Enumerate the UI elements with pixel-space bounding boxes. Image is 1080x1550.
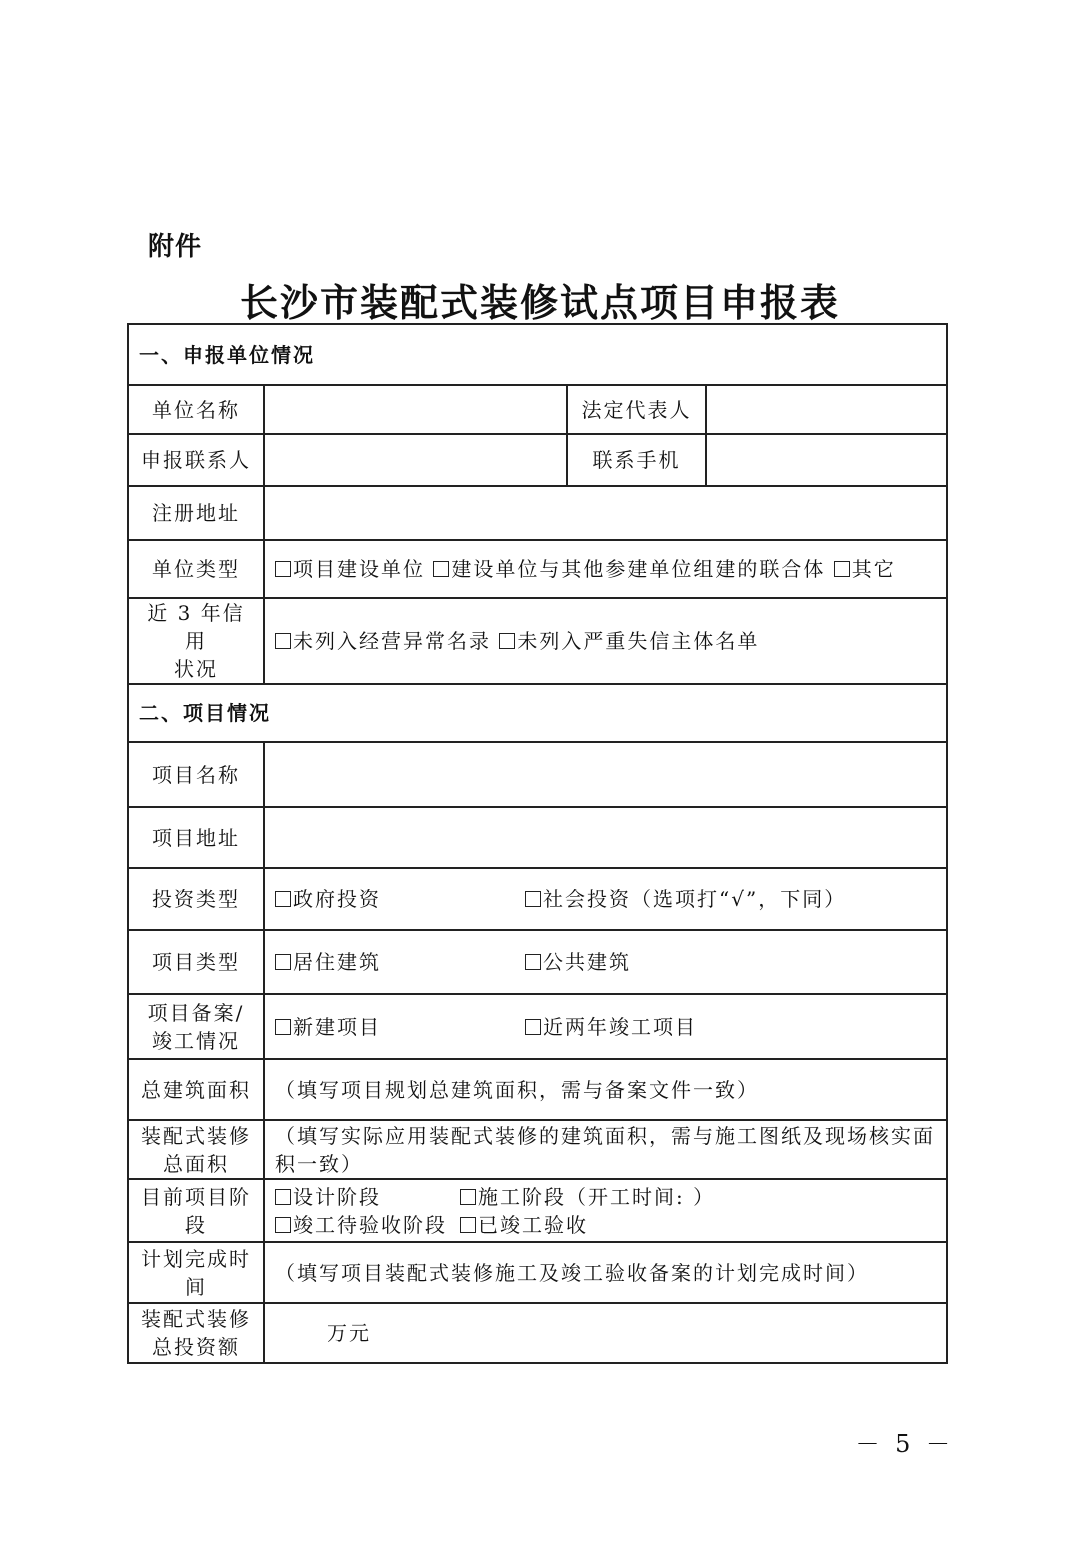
filing-label-line2: 竣工情况 xyxy=(152,1028,240,1053)
unit-type-option[interactable] xyxy=(433,555,825,583)
unit-type-row xyxy=(128,540,947,598)
project-type-options xyxy=(264,930,947,994)
plan-time-label-line1: 计划完成时 xyxy=(141,1246,251,1271)
project-name-row xyxy=(128,742,947,807)
checkbox-icon[interactable] xyxy=(834,561,850,577)
stage-option[interactable] xyxy=(275,1211,460,1239)
project-type-row xyxy=(128,930,947,994)
unit-name-field[interactable] xyxy=(264,385,567,434)
section-2-heading: 二、项目情况 xyxy=(128,684,947,742)
attachment-label: 附件 xyxy=(148,232,203,262)
checkbox-icon[interactable] xyxy=(275,891,291,907)
filing-label xyxy=(128,994,264,1059)
stage-options xyxy=(264,1179,947,1242)
stage-label-line1: 目前项目阶 xyxy=(141,1184,251,1209)
prefab-area-row xyxy=(128,1120,947,1179)
filing-option[interactable] xyxy=(275,1013,525,1041)
option-text: 未列入严重失信主体名单 xyxy=(517,629,760,653)
investment-total-label-line1: 装配式装修 xyxy=(141,1307,251,1331)
filing-label-line1: 项目备案/ xyxy=(147,1000,245,1025)
checkbox-icon[interactable] xyxy=(275,561,291,577)
reg-address-field[interactable] xyxy=(264,486,947,540)
filing-option[interactable] xyxy=(525,1013,697,1041)
option-text: 其它 xyxy=(851,557,896,581)
option-text: 竣工待验收阶段 xyxy=(293,1212,447,1237)
option-text: 社会投资（选项打“√”，下同） xyxy=(543,887,847,911)
option-text: 施工阶段（开工时间: ） xyxy=(478,1184,716,1209)
option-text: 项目建设单位 xyxy=(293,557,425,581)
option-text: 未列入经营异常名录 xyxy=(293,629,491,653)
section-1-row xyxy=(128,324,947,385)
investment-total-label-line2: 总投资额 xyxy=(152,1335,240,1359)
prefab-area-label xyxy=(128,1120,264,1179)
investment-total-unit: 万元 xyxy=(327,1321,371,1345)
checkbox-icon[interactable] xyxy=(433,561,449,577)
checkbox-icon[interactable] xyxy=(275,633,291,649)
stage-option[interactable] xyxy=(460,1211,588,1239)
plan-time-field[interactable]: （填写项目装配式装修施工及竣工验收备案的计划完成时间） xyxy=(264,1242,947,1303)
checkbox-icon[interactable] xyxy=(460,1217,476,1233)
plan-time-label xyxy=(128,1242,264,1303)
option-text: 近两年竣工项目 xyxy=(543,1014,697,1039)
plan-time-label-line2: 间 xyxy=(185,1274,207,1299)
credit-label-line2: 状况 xyxy=(174,657,218,681)
checkbox-icon[interactable] xyxy=(460,1189,476,1205)
project-address-label: 项目地址 xyxy=(128,807,264,868)
checkbox-icon[interactable] xyxy=(275,1189,291,1205)
credit-label-line1: 近 3 年信用 xyxy=(147,601,245,653)
plan-time-row xyxy=(128,1242,947,1303)
stage-option[interactable] xyxy=(275,1183,460,1211)
unit-name-label: 单位名称 xyxy=(128,385,264,434)
credit-option[interactable] xyxy=(499,627,759,655)
project-name-field[interactable] xyxy=(264,742,947,807)
unit-type-option[interactable] xyxy=(834,555,896,583)
contact-person-label: 申报联系人 xyxy=(128,434,264,486)
prefab-area-label-line2: 总面积 xyxy=(163,1151,229,1176)
unit-type-options xyxy=(264,540,947,598)
project-address-field[interactable] xyxy=(264,807,947,868)
checkbox-icon[interactable] xyxy=(275,954,291,970)
credit-options xyxy=(264,598,947,684)
investment-type-options xyxy=(264,868,947,930)
investment-total-row xyxy=(128,1303,947,1363)
reg-address-label: 注册地址 xyxy=(128,486,264,540)
stage-option[interactable] xyxy=(460,1183,715,1211)
investment-type-label: 投资类型 xyxy=(128,868,264,930)
project-type-label: 项目类型 xyxy=(128,930,264,994)
checkbox-icon[interactable] xyxy=(275,1019,291,1035)
option-text: 建设单位与其他参建单位组建的联合体 xyxy=(451,557,826,581)
stage-label xyxy=(128,1179,264,1242)
project-address-row xyxy=(128,807,947,868)
stage-label-line2: 段 xyxy=(185,1212,207,1237)
project-type-option[interactable] xyxy=(525,948,631,976)
total-area-field[interactable]: （填写项目规划总建筑面积，需与备案文件一致） xyxy=(264,1059,947,1120)
filing-options xyxy=(264,994,947,1059)
investment-total-label xyxy=(128,1303,264,1363)
option-text: 新建项目 xyxy=(293,1014,381,1039)
investment-option[interactable] xyxy=(525,885,846,913)
credit-label xyxy=(128,598,264,684)
credit-option[interactable] xyxy=(275,627,491,655)
form-title: 长沙市装配式装修试点项目申报表 xyxy=(239,280,840,325)
option-text: 政府投资 xyxy=(293,887,381,911)
investment-type-row xyxy=(128,868,947,930)
checkbox-icon[interactable] xyxy=(275,1217,291,1233)
total-area-row xyxy=(128,1059,947,1120)
checkbox-icon[interactable] xyxy=(525,1019,541,1035)
page-number: － 5 － xyxy=(855,1430,954,1458)
project-type-option[interactable] xyxy=(275,948,525,976)
checkbox-icon[interactable] xyxy=(499,633,515,649)
reg-address-row xyxy=(128,486,947,540)
contact-row xyxy=(128,434,947,486)
option-text: 设计阶段 xyxy=(293,1184,381,1209)
total-area-label: 总建筑面积 xyxy=(128,1059,264,1120)
application-form-table xyxy=(127,323,948,1364)
investment-total-field[interactable] xyxy=(264,1303,947,1363)
section-1-heading: 一、申报单位情况 xyxy=(128,324,947,385)
project-name-label: 项目名称 xyxy=(128,742,264,807)
unit-type-label: 单位类型 xyxy=(128,540,264,598)
legal-rep-label: 法定代表人 xyxy=(567,385,706,434)
investment-option[interactable] xyxy=(275,885,525,913)
prefab-area-label-line1: 装配式装修 xyxy=(141,1123,251,1148)
prefab-area-field[interactable]: （填写实际应用装配式装修的建筑面积，需与施工图纸及现场核实面积一致） xyxy=(264,1120,947,1179)
unit-name-row xyxy=(128,385,947,434)
credit-row xyxy=(128,598,947,684)
checkbox-icon[interactable] xyxy=(525,954,541,970)
checkbox-icon[interactable] xyxy=(525,891,541,907)
contact-phone-label: 联系手机 xyxy=(567,434,706,486)
unit-type-option[interactable] xyxy=(275,555,425,583)
contact-person-field[interactable] xyxy=(264,434,567,486)
option-text: 居住建筑 xyxy=(293,950,381,974)
legal-rep-field[interactable] xyxy=(706,385,947,434)
filing-row xyxy=(128,994,947,1059)
option-text: 公共建筑 xyxy=(543,950,631,974)
contact-phone-field[interactable] xyxy=(706,434,947,486)
option-text: 已竣工验收 xyxy=(478,1212,588,1237)
section-2-row xyxy=(128,684,947,742)
stage-row xyxy=(128,1179,947,1242)
